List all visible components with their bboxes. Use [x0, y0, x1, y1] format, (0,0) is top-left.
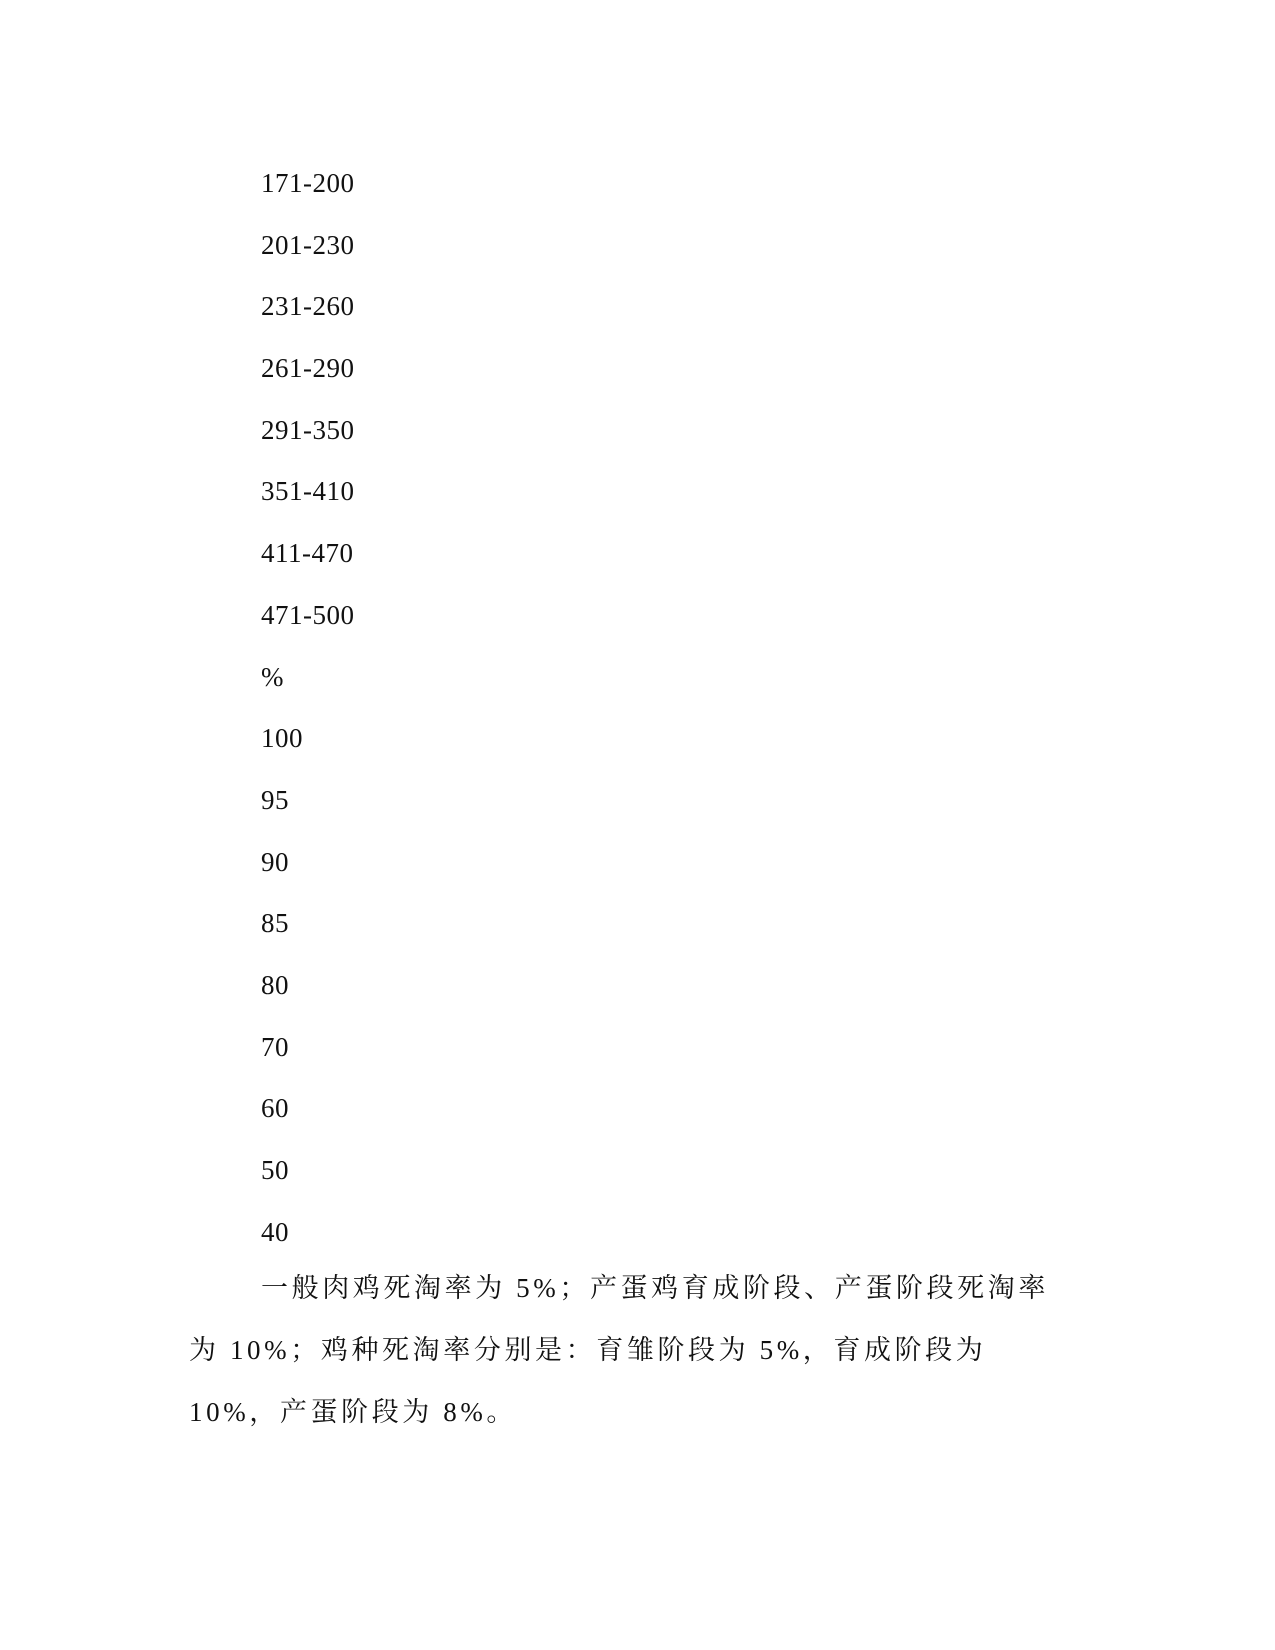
list-item: 70 — [261, 1031, 289, 1062]
list-item: 60 — [261, 1093, 289, 1124]
paragraph-text: 一般肉鸡死淘率为 5%；产蛋鸡育成阶段、产蛋阶段死淘率为 10%；鸡种死淘率分别是：育雏阶段为 5%，育成阶段为 10%，产蛋阶段为 8%。 — [189, 1273, 1049, 1427]
list-item: 261-290 — [261, 353, 355, 384]
list-item: 90 — [261, 846, 289, 877]
list-item: 171-200 — [261, 168, 355, 198]
list-item: 471-500 — [261, 599, 355, 630]
list-item: 50 — [261, 1155, 289, 1185]
list-item: % — [261, 661, 284, 692]
body-paragraph — [189, 1257, 1079, 1443]
list-item: 85 — [261, 908, 289, 939]
list-item: 411-470 — [261, 538, 354, 569]
list-item: 40 — [261, 1216, 289, 1247]
list-item: 95 — [261, 784, 289, 815]
list-item: 100 — [261, 723, 303, 754]
list-item: 231-260 — [261, 291, 355, 322]
list-item: 80 — [261, 969, 289, 1000]
list-item: 351-410 — [261, 476, 355, 507]
list-item: 291-350 — [261, 414, 355, 445]
value-list — [261, 167, 355, 1277]
list-item: 201-230 — [261, 229, 355, 260]
